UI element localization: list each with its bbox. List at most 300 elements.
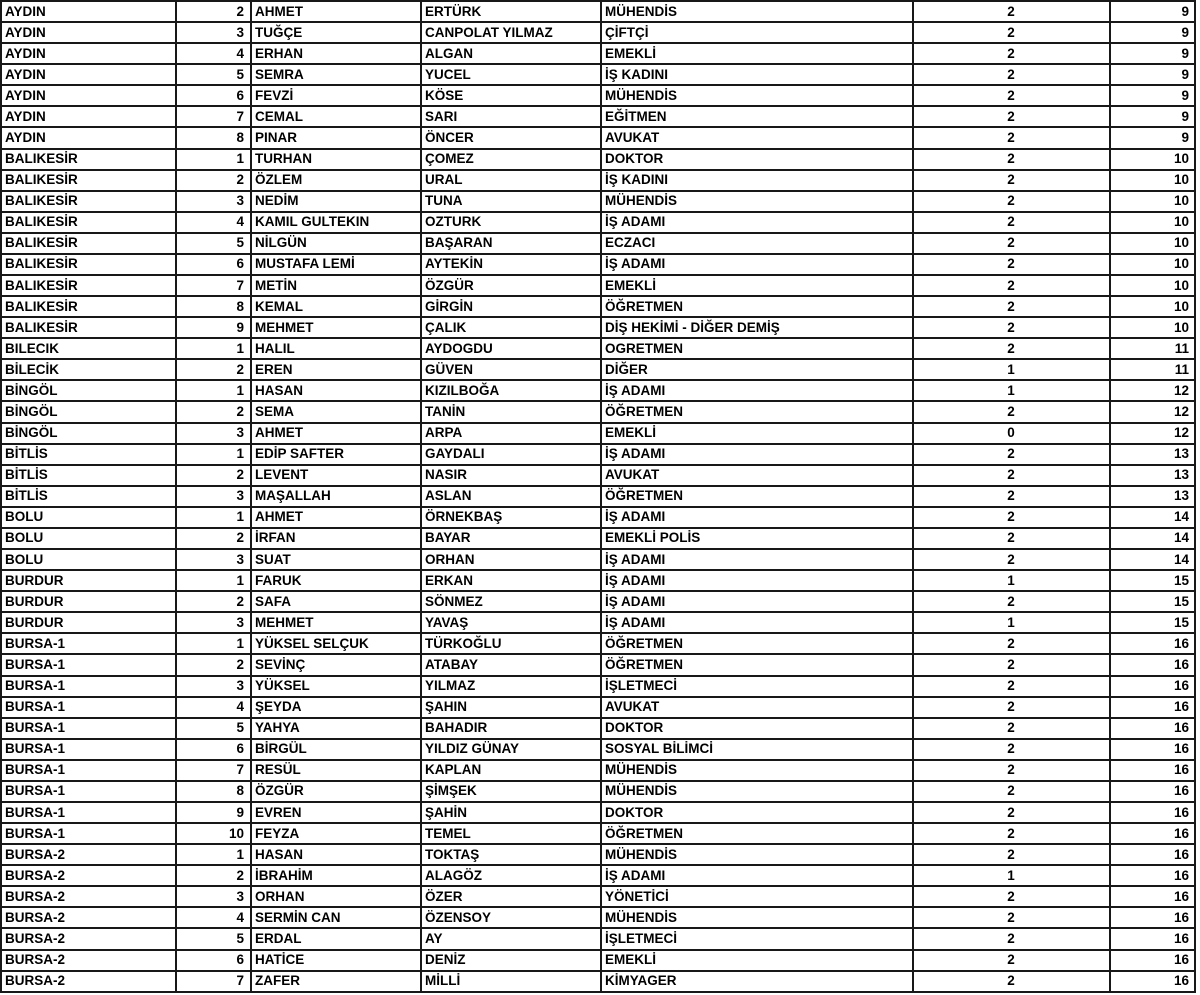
table-row	[1, 865, 1195, 886]
cell-group-number: 12	[1110, 401, 1195, 422]
cell-occupation: İŞ ADAMI	[601, 865, 913, 886]
cell-province: BALIKESİR	[1, 212, 176, 233]
cell-first-name: YÜKSEL	[251, 676, 421, 697]
cell-province: BURSA-1	[1, 718, 176, 739]
table-row	[1, 633, 1195, 654]
cell-province: BURSA-1	[1, 633, 176, 654]
cell-group-number: 14	[1110, 507, 1195, 528]
cell-province: BURSA-2	[1, 928, 176, 949]
cell-province: BOLU	[1, 549, 176, 570]
cell-occupation: ÇİFTÇİ	[601, 22, 913, 43]
cell-province: AYDIN	[1, 127, 176, 148]
cell-row-number: 8	[176, 296, 251, 317]
cell-province: AYDIN	[1, 64, 176, 85]
cell-value: 2	[913, 296, 1110, 317]
cell-group-number: 11	[1110, 338, 1195, 359]
cell-value: 2	[913, 928, 1110, 949]
cell-last-name: TUNA	[421, 191, 601, 212]
cell-last-name: TANİN	[421, 401, 601, 422]
cell-group-number: 9	[1110, 127, 1195, 148]
cell-row-number: 9	[176, 802, 251, 823]
cell-province: BURDUR	[1, 591, 176, 612]
cell-province: BİNGÖL	[1, 423, 176, 444]
cell-last-name: AYTEKİN	[421, 254, 601, 275]
cell-row-number: 2	[176, 170, 251, 191]
table-row	[1, 212, 1195, 233]
cell-province: BURDUR	[1, 570, 176, 591]
table-row	[1, 676, 1195, 697]
table-row	[1, 43, 1195, 64]
cell-group-number: 9	[1110, 64, 1195, 85]
cell-occupation: EMEKLİ	[601, 423, 913, 444]
cell-group-number: 15	[1110, 612, 1195, 633]
table-row	[1, 781, 1195, 802]
cell-value: 2	[913, 718, 1110, 739]
table-row	[1, 359, 1195, 380]
cell-occupation: İŞ ADAMI	[601, 254, 913, 275]
cell-row-number: 4	[176, 212, 251, 233]
cell-first-name: RESÜL	[251, 760, 421, 781]
cell-value: 2	[913, 254, 1110, 275]
cell-first-name: ŞEYDA	[251, 697, 421, 718]
cell-value: 0	[913, 423, 1110, 444]
cell-occupation: İŞ ADAMI	[601, 612, 913, 633]
table-row	[1, 528, 1195, 549]
cell-occupation: ÖĞRETMEN	[601, 654, 913, 675]
cell-value: 2	[913, 401, 1110, 422]
table-row	[1, 612, 1195, 633]
cell-row-number: 2	[176, 465, 251, 486]
table-row	[1, 106, 1195, 127]
cell-value: 2	[913, 549, 1110, 570]
cell-row-number: 6	[176, 254, 251, 275]
cell-first-name: MEHMET	[251, 317, 421, 338]
cell-row-number: 6	[176, 739, 251, 760]
cell-row-number: 2	[176, 359, 251, 380]
table-row	[1, 444, 1195, 465]
cell-first-name: HASAN	[251, 380, 421, 401]
cell-first-name: SAFA	[251, 591, 421, 612]
cell-row-number: 5	[176, 233, 251, 254]
cell-last-name: URAL	[421, 170, 601, 191]
cell-value: 2	[913, 212, 1110, 233]
table-row	[1, 844, 1195, 865]
cell-last-name: ATABAY	[421, 654, 601, 675]
cell-group-number: 9	[1110, 1, 1195, 22]
cell-first-name: ERHAN	[251, 43, 421, 64]
cell-province: BURSA-1	[1, 739, 176, 760]
cell-value: 1	[913, 865, 1110, 886]
table-row	[1, 697, 1195, 718]
cell-value: 2	[913, 1, 1110, 22]
cell-first-name: AHMET	[251, 423, 421, 444]
cell-row-number: 5	[176, 64, 251, 85]
cell-row-number: 5	[176, 718, 251, 739]
cell-group-number: 10	[1110, 233, 1195, 254]
cell-last-name: YAVAŞ	[421, 612, 601, 633]
cell-row-number: 2	[176, 654, 251, 675]
cell-value: 2	[913, 317, 1110, 338]
table-row	[1, 275, 1195, 296]
cell-group-number: 12	[1110, 380, 1195, 401]
cell-row-number: 4	[176, 907, 251, 928]
cell-occupation: DOKTOR	[601, 718, 913, 739]
cell-province: BİTLİS	[1, 465, 176, 486]
cell-value: 2	[913, 697, 1110, 718]
cell-first-name: FEYZA	[251, 823, 421, 844]
cell-first-name: AHMET	[251, 1, 421, 22]
table-row	[1, 127, 1195, 148]
cell-value: 1	[913, 380, 1110, 401]
cell-group-number: 13	[1110, 465, 1195, 486]
cell-value: 2	[913, 149, 1110, 170]
cell-value: 2	[913, 886, 1110, 907]
cell-group-number: 12	[1110, 423, 1195, 444]
cell-group-number: 13	[1110, 444, 1195, 465]
cell-value: 2	[913, 676, 1110, 697]
cell-row-number: 6	[176, 950, 251, 971]
cell-group-number: 15	[1110, 570, 1195, 591]
cell-province: BURSA-1	[1, 654, 176, 675]
cell-occupation: İŞLETMECİ	[601, 676, 913, 697]
table-row	[1, 886, 1195, 907]
cell-last-name: ÖZER	[421, 886, 601, 907]
cell-last-name: ERKAN	[421, 570, 601, 591]
cell-value: 2	[913, 802, 1110, 823]
cell-province: BURSA-1	[1, 676, 176, 697]
cell-value: 2	[913, 170, 1110, 191]
cell-row-number: 2	[176, 1, 251, 22]
cell-last-name: GAYDALI	[421, 444, 601, 465]
cell-value: 1	[913, 612, 1110, 633]
cell-first-name: HASAN	[251, 844, 421, 865]
cell-group-number: 9	[1110, 22, 1195, 43]
cell-first-name: KEMAL	[251, 296, 421, 317]
cell-value: 2	[913, 275, 1110, 296]
cell-row-number: 3	[176, 486, 251, 507]
cell-occupation: MÜHENDİS	[601, 1, 913, 22]
table-row	[1, 22, 1195, 43]
cell-occupation: MÜHENDİS	[601, 907, 913, 928]
cell-occupation: İŞ KADINI	[601, 170, 913, 191]
cell-occupation: İŞ ADAMI	[601, 549, 913, 570]
cell-value: 2	[913, 654, 1110, 675]
cell-occupation: AVUKAT	[601, 697, 913, 718]
cell-row-number: 3	[176, 549, 251, 570]
cell-first-name: EREN	[251, 359, 421, 380]
cell-first-name: FEVZİ	[251, 85, 421, 106]
cell-occupation: MÜHENDİS	[601, 191, 913, 212]
cell-occupation: İŞ ADAMI	[601, 570, 913, 591]
cell-group-number: 10	[1110, 254, 1195, 275]
table-row	[1, 907, 1195, 928]
cell-group-number: 9	[1110, 43, 1195, 64]
cell-occupation: ÖĞRETMEN	[601, 401, 913, 422]
cell-occupation: İŞ ADAMI	[601, 380, 913, 401]
cell-last-name: GÜVEN	[421, 359, 601, 380]
cell-occupation: ÖĞRETMEN	[601, 823, 913, 844]
cell-first-name: MUSTAFA LEMİ	[251, 254, 421, 275]
cell-row-number: 4	[176, 697, 251, 718]
cell-group-number: 16	[1110, 697, 1195, 718]
cell-row-number: 4	[176, 43, 251, 64]
table-row	[1, 971, 1195, 992]
table-row	[1, 170, 1195, 191]
cell-province: AYDIN	[1, 22, 176, 43]
cell-first-name: SERMİN CAN	[251, 907, 421, 928]
cell-occupation: EMEKLİ	[601, 275, 913, 296]
cell-first-name: SEMA	[251, 401, 421, 422]
cell-group-number: 16	[1110, 844, 1195, 865]
table-row	[1, 654, 1195, 675]
cell-group-number: 13	[1110, 486, 1195, 507]
cell-first-name: EVREN	[251, 802, 421, 823]
cell-occupation: İŞ ADAMI	[601, 212, 913, 233]
cell-first-name: SUAT	[251, 549, 421, 570]
cell-first-name: HATİCE	[251, 950, 421, 971]
cell-value: 2	[913, 85, 1110, 106]
cell-province: BURSA-2	[1, 971, 176, 992]
cell-last-name: BAHADIR	[421, 718, 601, 739]
cell-occupation: MÜHENDİS	[601, 760, 913, 781]
table-row	[1, 401, 1195, 422]
cell-group-number: 16	[1110, 802, 1195, 823]
cell-value: 2	[913, 22, 1110, 43]
cell-occupation: İŞ ADAMI	[601, 507, 913, 528]
cell-last-name: ÖZGÜR	[421, 275, 601, 296]
cell-row-number: 2	[176, 865, 251, 886]
cell-province: BALIKESİR	[1, 296, 176, 317]
cell-first-name: YAHYA	[251, 718, 421, 739]
cell-value: 2	[913, 844, 1110, 865]
cell-occupation: ECZACI	[601, 233, 913, 254]
cell-province: BİNGÖL	[1, 401, 176, 422]
cell-group-number: 14	[1110, 549, 1195, 570]
cell-first-name: KAMIL GULTEKIN	[251, 212, 421, 233]
cell-value: 2	[913, 338, 1110, 359]
cell-occupation: İŞLETMECİ	[601, 928, 913, 949]
cell-occupation: EMEKLİ	[601, 43, 913, 64]
cell-row-number: 1	[176, 844, 251, 865]
cell-value: 2	[913, 507, 1110, 528]
table-row	[1, 486, 1195, 507]
cell-first-name: TUĞÇE	[251, 22, 421, 43]
cell-group-number: 10	[1110, 317, 1195, 338]
cell-province: BOLU	[1, 528, 176, 549]
cell-last-name: ÖRNEKBAŞ	[421, 507, 601, 528]
cell-value: 2	[913, 486, 1110, 507]
table-row	[1, 507, 1195, 528]
table-row	[1, 802, 1195, 823]
cell-group-number: 10	[1110, 170, 1195, 191]
cell-occupation: EMEKLİ POLİS	[601, 528, 913, 549]
cell-first-name: AHMET	[251, 507, 421, 528]
cell-group-number: 16	[1110, 633, 1195, 654]
cell-province: BURDUR	[1, 612, 176, 633]
cell-province: BALIKESİR	[1, 254, 176, 275]
cell-group-number: 16	[1110, 739, 1195, 760]
cell-province: BURSA-1	[1, 781, 176, 802]
cell-province: BURSA-2	[1, 886, 176, 907]
cell-occupation: EĞİTMEN	[601, 106, 913, 127]
cell-group-number: 15	[1110, 591, 1195, 612]
cell-last-name: ŞAHİN	[421, 802, 601, 823]
cell-occupation: DOKTOR	[601, 149, 913, 170]
cell-last-name: ORHAN	[421, 549, 601, 570]
cell-occupation: MÜHENDİS	[601, 844, 913, 865]
cell-first-name: PINAR	[251, 127, 421, 148]
cell-last-name: ALGAN	[421, 43, 601, 64]
cell-first-name: FARUK	[251, 570, 421, 591]
cell-last-name: ERTÜRK	[421, 1, 601, 22]
cell-row-number: 2	[176, 401, 251, 422]
cell-last-name: TEMEL	[421, 823, 601, 844]
table-row	[1, 254, 1195, 275]
cell-last-name: YUCEL	[421, 64, 601, 85]
cell-province: AYDIN	[1, 85, 176, 106]
cell-first-name: LEVENT	[251, 465, 421, 486]
cell-occupation: AVUKAT	[601, 465, 913, 486]
cell-first-name: METİN	[251, 275, 421, 296]
cell-last-name: TÜRKOĞLU	[421, 633, 601, 654]
cell-occupation: YÖNETİCİ	[601, 886, 913, 907]
cell-row-number: 7	[176, 760, 251, 781]
cell-occupation: KİMYAGER	[601, 971, 913, 992]
cell-first-name: NİLGÜN	[251, 233, 421, 254]
cell-group-number: 14	[1110, 528, 1195, 549]
cell-value: 1	[913, 570, 1110, 591]
cell-group-number: 16	[1110, 823, 1195, 844]
cell-group-number: 16	[1110, 971, 1195, 992]
cell-value: 2	[913, 191, 1110, 212]
cell-province: BİNGÖL	[1, 380, 176, 401]
cell-occupation: EMEKLİ	[601, 950, 913, 971]
cell-province: BURSA-1	[1, 697, 176, 718]
cell-row-number: 8	[176, 127, 251, 148]
cell-value: 1	[913, 359, 1110, 380]
cell-last-name: KÖSE	[421, 85, 601, 106]
cell-last-name: OZTURK	[421, 212, 601, 233]
cell-row-number: 1	[176, 633, 251, 654]
cell-first-name: YÜKSEL SELÇUK	[251, 633, 421, 654]
cell-province: BALIKESİR	[1, 275, 176, 296]
cell-last-name: ARPA	[421, 423, 601, 444]
cell-last-name: TOKTAŞ	[421, 844, 601, 865]
cell-first-name: HALIL	[251, 338, 421, 359]
cell-occupation: ÖĞRETMEN	[601, 486, 913, 507]
cell-occupation: MÜHENDİS	[601, 85, 913, 106]
table-row	[1, 85, 1195, 106]
cell-first-name: SEMRA	[251, 64, 421, 85]
cell-first-name: SEVİNÇ	[251, 654, 421, 675]
table-row	[1, 549, 1195, 570]
cell-row-number: 3	[176, 886, 251, 907]
cell-last-name: ALAGÖZ	[421, 865, 601, 886]
cell-row-number: 10	[176, 823, 251, 844]
table-row	[1, 233, 1195, 254]
cell-last-name: YILMAZ	[421, 676, 601, 697]
cell-row-number: 1	[176, 149, 251, 170]
table-row	[1, 950, 1195, 971]
cell-last-name: ASLAN	[421, 486, 601, 507]
cell-last-name: ŞAHIN	[421, 697, 601, 718]
cell-first-name: BİRGÜL	[251, 739, 421, 760]
cell-occupation: İŞ ADAMI	[601, 591, 913, 612]
cell-first-name: MAŞALLAH	[251, 486, 421, 507]
cell-province: BALIKESİR	[1, 233, 176, 254]
cell-last-name: SÖNMEZ	[421, 591, 601, 612]
cell-last-name: YILDIZ GÜNAY	[421, 739, 601, 760]
cell-province: BURSA-2	[1, 907, 176, 928]
cell-value: 2	[913, 781, 1110, 802]
cell-value: 2	[913, 444, 1110, 465]
cell-value: 2	[913, 591, 1110, 612]
cell-value: 2	[913, 106, 1110, 127]
cell-row-number: 7	[176, 275, 251, 296]
cell-row-number: 1	[176, 444, 251, 465]
cell-row-number: 9	[176, 317, 251, 338]
cell-group-number: 16	[1110, 676, 1195, 697]
cell-province: BALIKESİR	[1, 149, 176, 170]
cell-last-name: BAŞARAN	[421, 233, 601, 254]
cell-last-name: BAYAR	[421, 528, 601, 549]
cell-value: 2	[913, 950, 1110, 971]
table-row	[1, 823, 1195, 844]
cell-last-name: SARI	[421, 106, 601, 127]
cell-group-number: 16	[1110, 907, 1195, 928]
cell-last-name: DENİZ	[421, 950, 601, 971]
cell-group-number: 16	[1110, 654, 1195, 675]
table-row	[1, 380, 1195, 401]
cell-occupation: ÖĞRETMEN	[601, 633, 913, 654]
cell-first-name: NEDİM	[251, 191, 421, 212]
table-row	[1, 296, 1195, 317]
cell-value: 2	[913, 127, 1110, 148]
cell-occupation: İŞ KADINI	[601, 64, 913, 85]
cell-group-number: 16	[1110, 781, 1195, 802]
table-row	[1, 149, 1195, 170]
table-body	[1, 1, 1195, 992]
table-row	[1, 465, 1195, 486]
cell-value: 2	[913, 907, 1110, 928]
cell-province: BURSA-2	[1, 865, 176, 886]
cell-value: 2	[913, 760, 1110, 781]
table-row	[1, 423, 1195, 444]
cell-row-number: 8	[176, 781, 251, 802]
cell-occupation: SOSYAL BİLİMCİ	[601, 739, 913, 760]
cell-occupation: ÖĞRETMEN	[601, 296, 913, 317]
cell-province: BURSA-2	[1, 844, 176, 865]
cell-province: BOLU	[1, 507, 176, 528]
cell-province: BİTLİS	[1, 444, 176, 465]
cell-first-name: ÖZGÜR	[251, 781, 421, 802]
cell-province: BİLECİK	[1, 359, 176, 380]
table-row	[1, 739, 1195, 760]
cell-value: 2	[913, 233, 1110, 254]
table-row	[1, 718, 1195, 739]
table-row	[1, 570, 1195, 591]
cell-first-name: ZAFER	[251, 971, 421, 992]
cell-occupation: DİŞ HEKİMİ - DİĞER DEMİŞ	[601, 317, 913, 338]
cell-first-name: CEMAL	[251, 106, 421, 127]
cell-group-number: 16	[1110, 928, 1195, 949]
table-row	[1, 338, 1195, 359]
cell-row-number: 3	[176, 22, 251, 43]
cell-group-number: 16	[1110, 886, 1195, 907]
table-row	[1, 591, 1195, 612]
cell-row-number: 1	[176, 570, 251, 591]
cell-occupation: DİĞER	[601, 359, 913, 380]
